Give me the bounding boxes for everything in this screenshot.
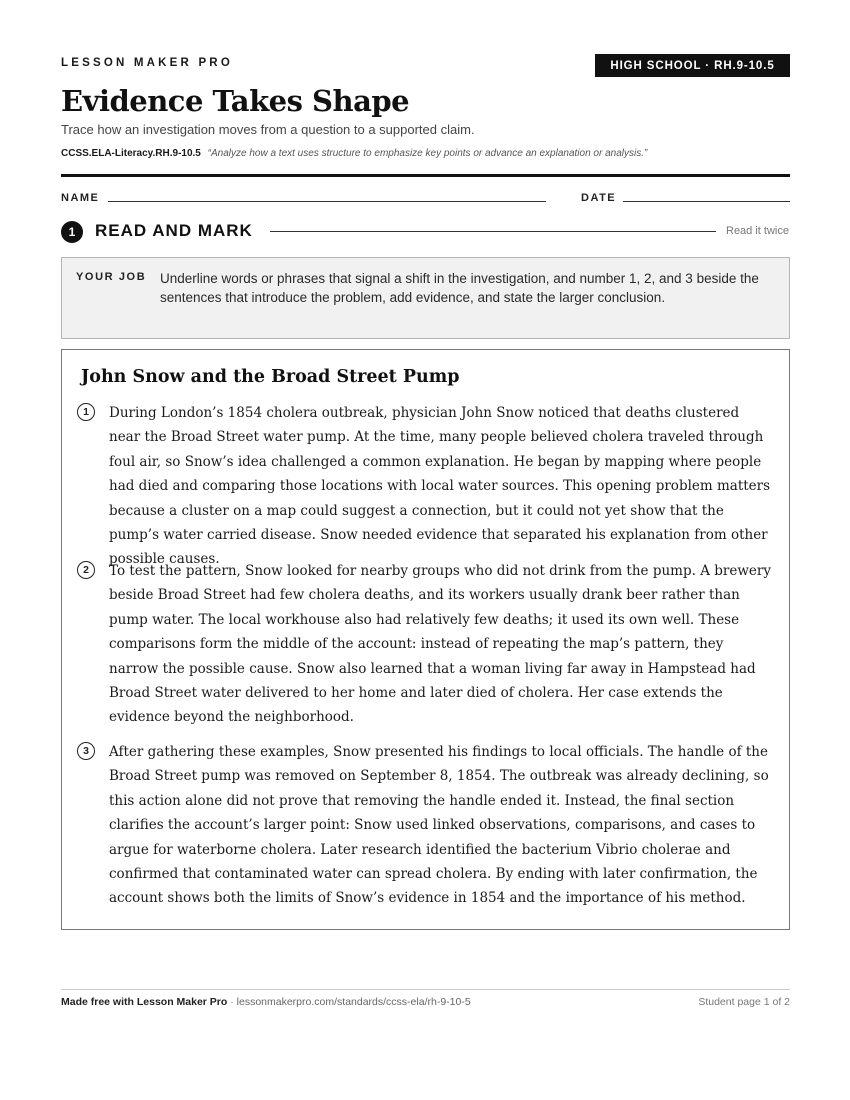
paragraph-text-1: During London’s 1854 cholera outbreak, physician John Snow noticed that deaths clustered near the Broad Street water pump. At the time, many people believed cholera traveled through foul air, so Snow’s idea challenged a common explanation. He began by mapping where people had died and comparing those locations with local water sources. This opening problem matters because a cluster on a map could suggest a connection, but it could not yet show that the pump’s water carried disease. Snow needed evidence that separated his explanation from other possible causes. — [109, 405, 771, 568]
date-field[interactable] — [623, 201, 790, 202]
grade-standard-badge: HIGH SCHOOL · RH.9-10.5 — [595, 54, 790, 77]
name-field[interactable] — [108, 201, 546, 202]
instructions-box — [61, 257, 790, 339]
footer-url[interactable]: lessonmakerpro.com/standards/ccss-ela/rh-9-10-5 — [236, 996, 471, 1008]
reading-passage — [61, 349, 790, 930]
brand-name: LESSON MAKER PRO — [61, 57, 233, 69]
footer-made-with: Made free with Lesson Maker Pro — [61, 996, 228, 1008]
standard-line — [61, 148, 647, 159]
passage-title: John Snow and the Broad Street Pump — [81, 367, 460, 387]
paragraph-text-2: To test the pattern, Snow looked for nearby groups who did not drink from the pump. A brewery beside Broad Street had few cholera deaths, and its workers usually drank beer rather than pump water. The local workhouse also had relatively few deaths; it used its own well. These comparisons form the middle of the account: instead of repeating the map’s pattern, they narrow the possible cause. Snow also learned that a woman living far away in Hampstead had Broad Street water delivered to her home and later died of cholera. Her case extends the evidence beyond the neighborhood. — [109, 563, 771, 726]
paragraph-number-2: 2 — [77, 561, 95, 579]
date-label: DATE — [581, 192, 617, 204]
page-title: Evidence Takes Shape — [61, 84, 410, 118]
footer-separator: · — [227, 996, 237, 1008]
footer-credit — [61, 996, 471, 1008]
page-subtitle: Trace how an investigation moves from a question to a supported claim. — [61, 122, 475, 137]
section-rule — [270, 231, 716, 232]
paragraph-text-3: After gathering these examples, Snow presented his findings to local officials. The handle of the Broad Street pump was removed on September 8, 1854. The outbreak was already declining, so this action alone did not prove that removing the handle ended it. Instead, the final section clarifies the account’s larger point: Snow used linked observations, comparisons, and cases to argue for waterborne cholera. Later research identified the bacterium Vibrio cholerae and confirmed that contaminated water can spread cholera. By ending with later confirmation, the account shows both the limits of Snow’s evidence in 1854 and the importance of his method. — [109, 744, 769, 907]
footer-divider — [61, 989, 790, 990]
section-note: Read it twice — [726, 225, 789, 237]
name-label: NAME — [61, 192, 100, 204]
paragraph-number-3: 3 — [77, 742, 95, 760]
section-title: READ AND MARK — [95, 221, 253, 240]
section-number-badge: 1 — [61, 221, 83, 243]
header-divider — [61, 174, 790, 177]
instructions-text: Underline words or phrases that signal a shift in the investigation, and number 1, 2, and 3 beside the sentences that introduce the problem, add evidence, and state the larger conclusion. — [160, 271, 759, 305]
standard-quote: “Analyze how a text uses structure to emphasize key points or advance an explanation or analysis.” — [207, 148, 648, 159]
page-indicator: Student page 1 of 2 — [698, 996, 790, 1008]
standard-code: CCSS.ELA-Literacy.RH.9-10.5 — [61, 148, 201, 159]
instructions-label: YOUR JOB — [76, 271, 147, 283]
paragraph-number-1: 1 — [77, 403, 95, 421]
